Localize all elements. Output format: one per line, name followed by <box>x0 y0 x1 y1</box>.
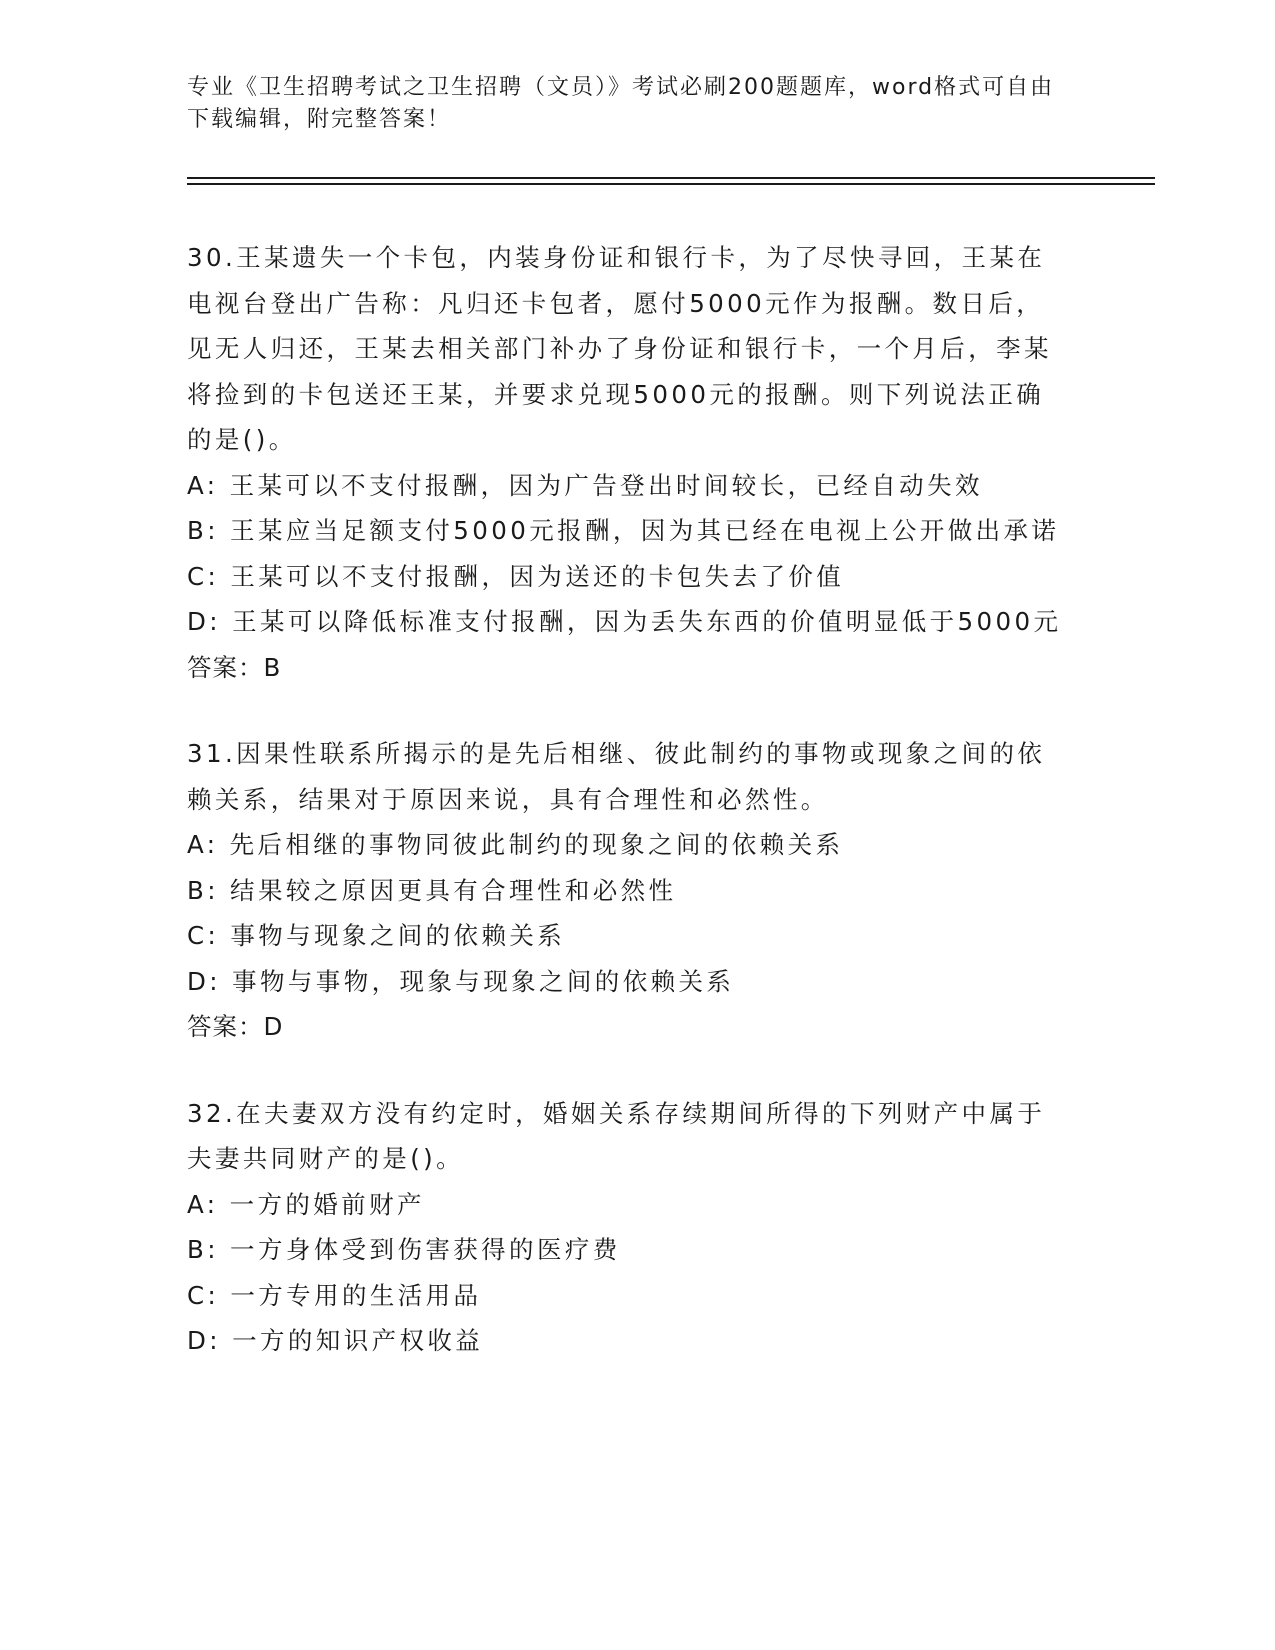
answer: 答案：D <box>187 1012 284 1041</box>
option-b: B: 王某应当足额支付5000元报酬，因为其已经在电视上公开做出承诺 <box>187 516 1060 545</box>
option-d: D: 王某可以降低标准支付报酬，因为丢失东西的价值明显低于5000元 <box>187 607 1062 636</box>
question-31 <box>187 731 1067 1050</box>
question-text: 32.在夫妻双方没有约定时，婚姻关系存续期间所得的下列财产中属于夫妻共同财产的是()。 <box>187 1098 1046 1173</box>
option-d: D: 事物与事物，现象与现象之间的依赖关系 <box>187 966 735 996</box>
option-a: A: 一方的婚前财产 <box>187 1189 425 1219</box>
question-30 <box>187 235 1067 690</box>
question-text: 31.因果性联系所揭示的是先后相继、彼此制约的事物或现象之间的依赖关系，结果对于原因来说，具有合理性和必然性。 <box>187 739 1046 814</box>
option-d: D: 一方的知识产权收益 <box>187 1326 484 1355</box>
option-c: C: 一方专用的生活用品 <box>187 1280 482 1310</box>
header-rule-bottom <box>187 183 1155 185</box>
question-32 <box>187 1091 1067 1364</box>
option-a: A: 先后相继的事物同彼此制约的现象之间的依赖关系 <box>187 830 844 859</box>
option-c: C: 王某可以不支付报酬，因为送还的卡包失去了价值 <box>187 561 845 591</box>
question-list <box>187 235 1067 1405</box>
option-b: B: 结果较之原因更具有合理性和必然性 <box>187 875 677 905</box>
option-c: C: 事物与现象之间的依赖关系 <box>187 921 566 950</box>
question-text: 30.王某遗失一个卡包，内装身份证和银行卡，为了尽快寻回，王某在电视台登出广告称：凡归还卡包者，愿付5000元作为报酬。数日后，见无人归还，王某去相关部门补办了身份证和银行卡，一个月后，李某将捡到的卡包送还王某，并要求兑现5000元的报酬。则下列说法正确的是()。 <box>187 243 1052 454</box>
answer: 答案：B <box>187 652 282 682</box>
option-b: B: 一方身体受到伤害获得的医疗费 <box>187 1235 621 1264</box>
option-a: A: 王某可以不支付报酬，因为广告登出时间较长，已经自动失效 <box>187 470 983 500</box>
page-header: 专业《卫生招聘考试之卫生招聘（文员）》考试必刷200题题库，word格式可自由下载编辑，附完整答案！ <box>187 75 1055 132</box>
header-rule-top <box>187 177 1155 179</box>
